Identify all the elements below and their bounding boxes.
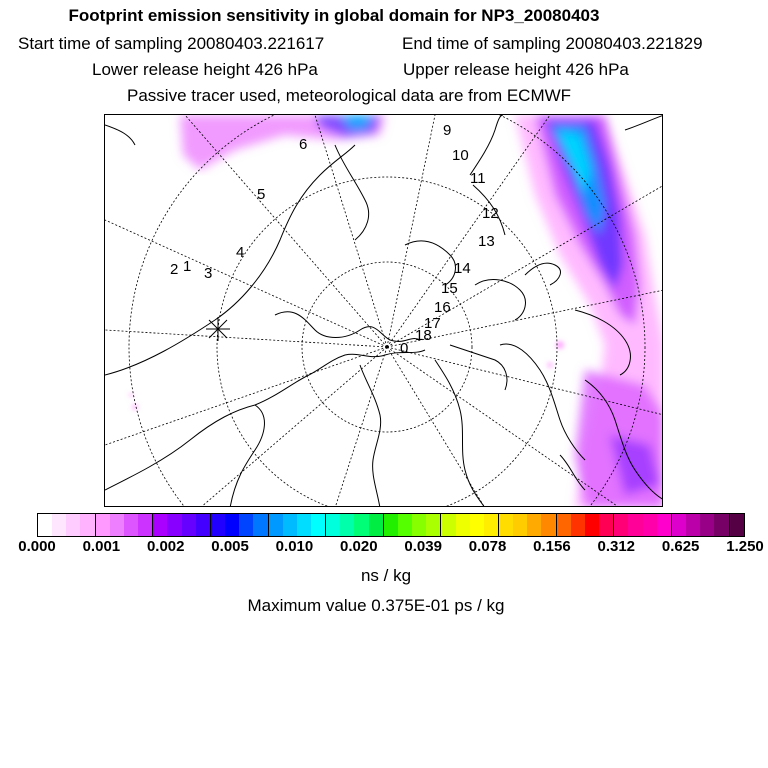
track-label: 2 (170, 261, 179, 278)
colorbar-swatch (225, 514, 239, 536)
track-label: 18 (415, 327, 432, 344)
colorbar-swatch (326, 514, 340, 536)
track-label: 10 (452, 147, 469, 164)
colorbar-swatch (297, 514, 311, 536)
track-label: 14 (454, 260, 471, 277)
colorbar-swatch (239, 514, 253, 536)
colorbar-swatch (52, 514, 66, 536)
colorbar-swatch (541, 514, 556, 536)
colorbar-swatch (196, 514, 211, 536)
colorbar-swatch (96, 514, 110, 536)
track-label: 3 (204, 265, 213, 282)
colorbar-tick-label: 0.020 (340, 538, 378, 555)
track-label: 17 (424, 315, 441, 332)
colorbar-swatch (628, 514, 642, 536)
track-label: 13 (478, 233, 495, 250)
colorbar-swatch (311, 514, 326, 536)
track-label: 5 (257, 186, 266, 203)
colorbar-swatch (38, 514, 52, 536)
upper-height-label: Upper release height 426 hPa (403, 60, 629, 79)
colorbar-swatch (182, 514, 196, 536)
colorbar-swatch (585, 514, 599, 536)
emission-plume-east (515, 115, 663, 507)
lower-height-label: Lower release height 426 hPa (92, 60, 318, 79)
emission-plume-north (180, 115, 385, 170)
colorbar-unit: ns / kg (360, 566, 412, 585)
colorbar-swatch (80, 514, 95, 536)
colorbar-swatch (412, 514, 426, 536)
colorbar-swatch (657, 514, 672, 536)
track-label: 16 (434, 299, 451, 316)
colorbar-swatch (456, 514, 470, 536)
colorbar-tick-label: 1.250 (726, 538, 764, 555)
track-label: 12 (482, 205, 499, 222)
colorbar-swatch (643, 514, 657, 536)
colorbar-swatch (384, 514, 398, 536)
track-label: 0 (400, 340, 409, 357)
track-label: 15 (441, 280, 458, 297)
colorbar-swatch (527, 514, 541, 536)
map-canvas (105, 115, 663, 507)
colorbar-swatch (484, 514, 499, 536)
colorbar-swatch (283, 514, 297, 536)
colorbar-swatch (426, 514, 441, 536)
emission-plume-scatter (129, 341, 564, 410)
colorbar-swatch (441, 514, 455, 536)
colorbar-swatch (557, 514, 571, 536)
track-label: 11 (470, 170, 486, 187)
colorbar-swatch (730, 514, 744, 536)
plot-title: Footprint emission sensitivity in global domain for NP3_20080403 (68, 6, 600, 25)
colorbar-swatch (398, 514, 412, 536)
colorbar-swatch (66, 514, 80, 536)
start-time-label: Start time of sampling 20080403.221617 (18, 34, 325, 53)
colorbar-swatch (153, 514, 167, 536)
colorbar-tick-label: 0.002 (146, 538, 185, 555)
tracer-note: Passive tracer used, meteorological data are from ECMWF (127, 86, 572, 105)
colorbar-tick-label: 0.000 (18, 538, 56, 555)
colorbar-swatch (124, 514, 138, 536)
colorbar-tick-label: 0.312 (597, 538, 636, 555)
colorbar-swatch (167, 514, 181, 536)
colorbar-swatch (269, 514, 283, 536)
colorbar-tick-label: 0.039 (404, 538, 442, 555)
colorbar-swatch (369, 514, 384, 536)
track-label: 6 (299, 136, 308, 153)
colorbar (37, 513, 745, 537)
colorbar-swatch (340, 514, 354, 536)
colorbar-swatch (138, 514, 153, 536)
colorbar-swatch (614, 514, 628, 536)
colorbar-swatch (110, 514, 124, 536)
track-label: 1 (183, 258, 192, 275)
colorbar-swatch (354, 514, 368, 536)
colorbar-swatch (714, 514, 729, 536)
track-label: 9 (443, 122, 452, 139)
colorbar-swatch (470, 514, 484, 536)
colorbar-swatch (672, 514, 686, 536)
maximum-value-label: Maximum value 0.375E-01 ps / kg (247, 596, 505, 615)
colorbar-tick-label: 0.078 (468, 538, 507, 555)
colorbar-swatch (599, 514, 614, 536)
colorbar-tick-label: 0.625 (661, 538, 700, 555)
colorbar-swatch (686, 514, 700, 536)
colorbar-swatch (253, 514, 268, 536)
colorbar-tick-label: 0.005 (211, 538, 249, 555)
map-panel (104, 114, 663, 507)
colorbar-tick-label: 0.010 (275, 538, 314, 555)
colorbar-tick-label: 0.156 (533, 538, 571, 555)
colorbar-swatch (513, 514, 527, 536)
release-point-marker (206, 317, 230, 341)
colorbar-swatch (571, 514, 585, 536)
track-label: 4 (236, 244, 245, 261)
end-time-label: End time of sampling 20080403.221829 (402, 34, 703, 53)
colorbar-tick-label: 0.001 (82, 538, 121, 555)
colorbar-swatch (700, 514, 714, 536)
colorbar-swatch (499, 514, 513, 536)
colorbar-swatch (211, 514, 225, 536)
